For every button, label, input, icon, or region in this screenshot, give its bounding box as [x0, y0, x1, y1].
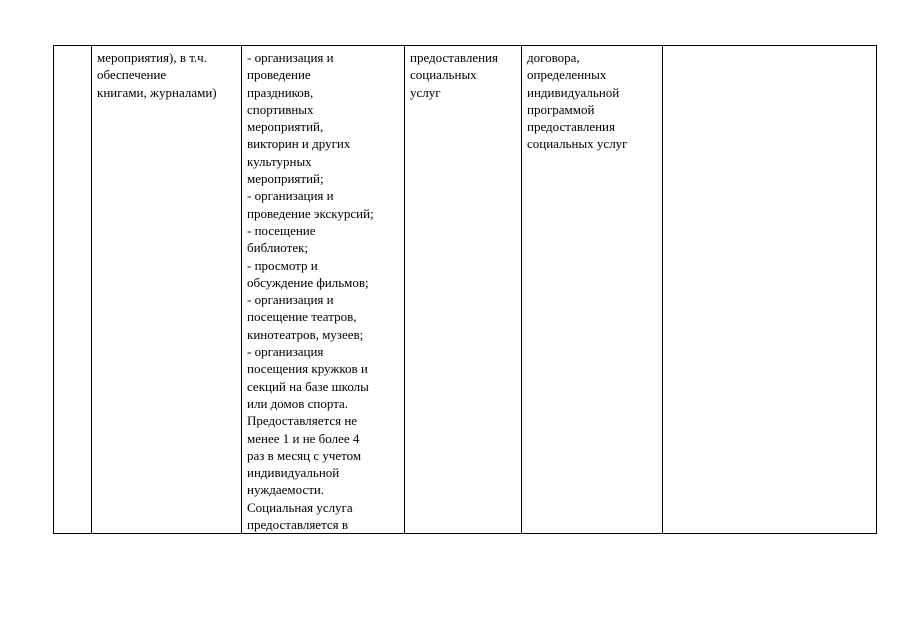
cell-text-line: культурных — [247, 153, 312, 169]
cell-text-line: предоставляется в — [247, 517, 349, 533]
cell-service-name — [92, 46, 242, 534]
cell-text-line: проведение экскурсий; — [247, 205, 374, 221]
cell-text-line: мероприятия), в т.ч. — [97, 50, 207, 65]
cell-text-line: посещения кружков и — [247, 361, 368, 377]
cell-text-line: предоставления — [410, 50, 498, 65]
cell-text-line: кинотеатров, музеев; — [247, 326, 364, 342]
cell-text-line: секций на базе школы — [247, 378, 369, 394]
cell-text-line: обеспечение — [97, 67, 167, 83]
cell-text-line: определенных — [527, 67, 607, 83]
cell-text-line: социальных услуг — [527, 136, 628, 152]
cell-text-line: - просмотр и — [247, 257, 318, 273]
cell-text-line: Предоставляется не — [247, 413, 358, 429]
cell-text-line: - организация — [247, 344, 324, 360]
cell-text-line: книгами, журналами) — [97, 84, 217, 100]
cell-text-line: или домов спорта. — [247, 395, 349, 411]
cell-service-description — [242, 46, 405, 534]
cell-text-line: - организация и — [247, 188, 334, 204]
cell-text-line: мероприятий; — [247, 171, 324, 187]
table-row — [54, 46, 877, 534]
cell-text-line: индивидуальной — [527, 84, 620, 100]
cell-text-line: менее 1 и не более 4 — [247, 430, 360, 446]
cell-text-line: посещение театров, — [247, 309, 357, 325]
cell-text-line: программой — [527, 101, 595, 117]
cell-text-line: предоставления — [527, 119, 615, 135]
cell-text-line: социальных — [410, 67, 477, 83]
cell-text-line: праздников, — [247, 84, 314, 100]
cell-contract-terms — [522, 46, 663, 534]
cell-text-line: Социальная услуга — [247, 499, 353, 515]
cell-text-line: индивидуальной — [247, 465, 340, 481]
cell-text-line: нуждаемости. — [247, 482, 325, 498]
cell-text-line: мероприятий, — [247, 119, 324, 135]
cell-text-line: викторин и других — [247, 136, 351, 152]
cell-text-line: услуг — [410, 84, 441, 100]
cell-text-line: библиотек; — [247, 240, 309, 256]
cell-text-line: обсуждение фильмов; — [247, 274, 369, 290]
cell-text-line: - посещение — [247, 222, 316, 238]
cell-text-line: - организация и — [247, 50, 334, 65]
cell-text-line: договора, — [527, 50, 580, 65]
cell-notes — [663, 46, 877, 534]
cell-text-line: - организация и — [247, 292, 334, 308]
cell-number — [54, 46, 92, 534]
services-table — [53, 45, 877, 534]
cell-text-line: спортивных — [247, 101, 314, 117]
cell-provision-terms — [405, 46, 522, 534]
cell-text-line: проведение — [247, 67, 311, 83]
cell-text-line: раз в месяц с учетом — [247, 447, 362, 463]
